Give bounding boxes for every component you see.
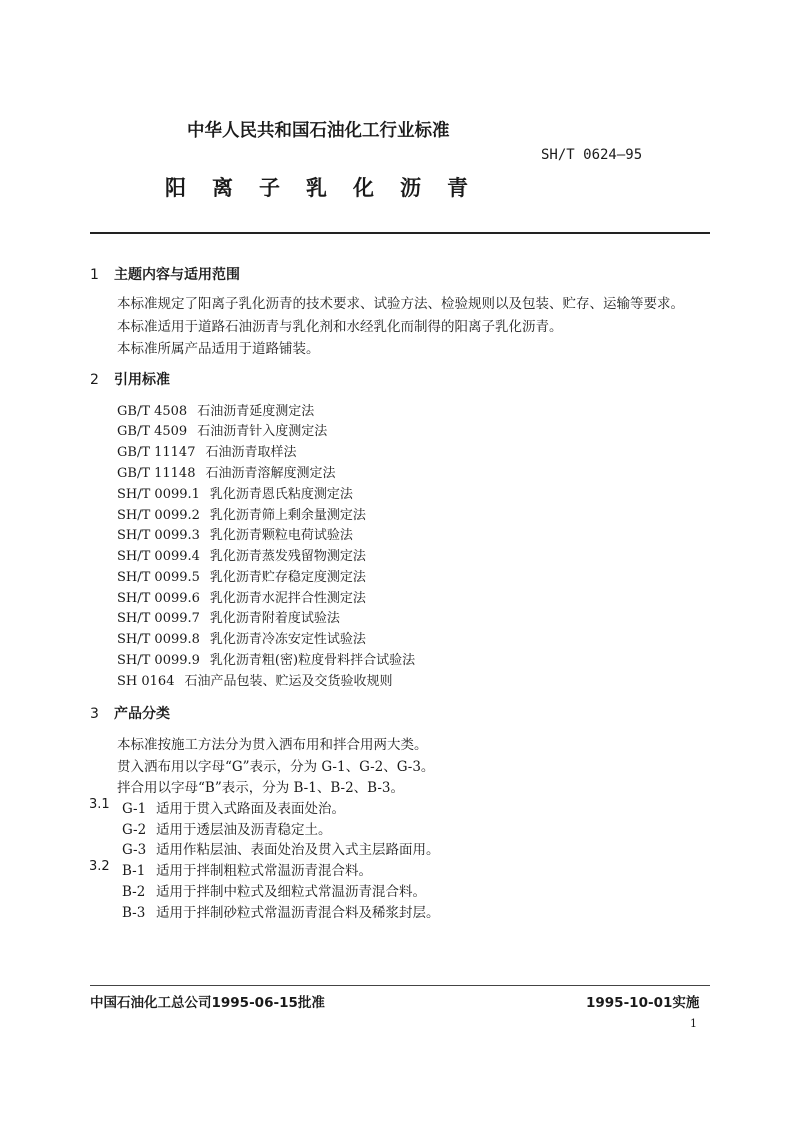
reference-name: 乳化沥青筛上剩余量测定法 <box>209 508 366 523</box>
section-2-heading <box>90 369 170 389</box>
paragraph: 本标准所属产品适用于道路铺装。 <box>117 341 320 357</box>
paragraph: 贯入洒布用以字母“G”表示，分为 G-1、G-2、G-3。 <box>117 759 435 775</box>
grade-description: 适用作粘层油、表面处治及贯入式主层路面用。 <box>156 842 440 858</box>
paragraph: 本标准规定了阳离子乳化沥青的技术要求、试验方法、检验规则以及包装、贮存、运输等要求。 <box>117 296 684 312</box>
section-title: 产品分类 <box>114 706 170 722</box>
reference-code: GB/T 11147 <box>117 445 196 460</box>
grade-code: B-1 <box>122 863 146 879</box>
reference-item <box>117 524 353 543</box>
grade-code: B-3 <box>122 905 146 921</box>
classification-item <box>122 818 332 838</box>
section-1-heading <box>90 264 240 284</box>
reference-code: SH/T 0099.6 <box>117 591 200 606</box>
reference-name: 石油沥青取样法 <box>205 445 297 460</box>
subclause-3-2-number: 3.2 <box>89 859 110 874</box>
reference-name: 石油沥青延度测定法 <box>197 404 315 419</box>
reference-item <box>117 441 297 460</box>
reference-code: SH/T 0099.8 <box>117 632 200 647</box>
grade-description: 适用于透层油及沥青稳定土。 <box>156 822 332 838</box>
grade-description: 适用于贯入式路面及表面处治。 <box>156 801 345 817</box>
reference-name: 乳化沥青恩氏粘度测定法 <box>209 487 353 502</box>
reference-name: 乳化沥青贮存稳定度测定法 <box>209 570 366 585</box>
reference-code: SH/T 0099.7 <box>117 611 200 626</box>
reference-name: 乳化沥青粗(密)粒度骨料拌合试验法 <box>209 653 416 668</box>
footer-divider <box>90 985 710 986</box>
reference-item <box>117 400 314 419</box>
page-number: 1 <box>690 1017 697 1030</box>
reference-name: 石油沥青溶解度测定法 <box>205 466 336 481</box>
reference-item <box>117 670 392 689</box>
subclause-3-1-number: 3.1 <box>89 797 110 812</box>
paragraph: 本标准按施工方法分为贯入洒布用和拌合用两大类。 <box>117 737 428 753</box>
reference-code: GB/T 4509 <box>117 424 188 439</box>
reference-code: SH 0164 <box>117 674 175 689</box>
reference-code: SH/T 0099.4 <box>117 549 200 564</box>
classification-item <box>122 880 426 900</box>
reference-item <box>117 504 366 523</box>
implementation-date: 1995-10-01实施 <box>586 995 700 1011</box>
reference-item <box>117 587 366 606</box>
reference-name: 乳化沥青冷冻安定性试验法 <box>209 632 366 647</box>
classification-item <box>122 901 440 921</box>
section-number: 3 <box>90 706 99 722</box>
reference-name: 乳化沥青附着度试验法 <box>209 611 340 626</box>
reference-item <box>117 462 336 481</box>
reference-item <box>117 483 353 502</box>
reference-item <box>117 420 327 439</box>
reference-item <box>117 628 366 647</box>
reference-code: SH/T 0099.3 <box>117 528 200 543</box>
grade-description: 适用于拌制中粒式及细粒式常温沥青混合料。 <box>156 884 426 900</box>
reference-item <box>117 607 340 626</box>
header-divider <box>90 232 710 234</box>
classification-item <box>122 797 345 817</box>
standard-code: SH/T 0624—95 <box>541 147 643 163</box>
grade-description: 适用于拌制砂粒式常温沥青混合料及稀浆封层。 <box>156 905 440 921</box>
reference-item <box>117 545 366 564</box>
reference-name: 石油产品包装、贮运及交货验收规则 <box>184 674 393 689</box>
grade-code: G-2 <box>122 822 147 838</box>
section-3-heading <box>90 703 170 723</box>
reference-name: 乳化沥青颗粒电荷试验法 <box>209 528 353 543</box>
classification-item <box>122 838 440 858</box>
reference-code: SH/T 0099.2 <box>117 508 200 523</box>
section-number: 2 <box>90 372 99 388</box>
reference-name: 乳化沥青水泥拌合性测定法 <box>209 591 366 606</box>
reference-code: SH/T 0099.9 <box>117 653 200 668</box>
document-title: 阳离子乳化沥青 <box>165 176 494 200</box>
section-title: 主题内容与适用范围 <box>114 267 240 283</box>
reference-name: 乳化沥青蒸发残留物测定法 <box>209 549 366 564</box>
reference-code: SH/T 0099.1 <box>117 487 200 502</box>
reference-name: 石油沥青针入度测定法 <box>197 424 328 439</box>
reference-code: GB/T 4508 <box>117 404 188 419</box>
paragraph: 拌合用以字母“B”表示，分为 B-1、B-2、B-3。 <box>117 780 404 796</box>
reference-item <box>117 566 366 585</box>
section-title: 引用标准 <box>114 372 170 388</box>
reference-code: SH/T 0099.5 <box>117 570 200 585</box>
reference-code: GB/T 11148 <box>117 466 196 481</box>
grade-code: G-3 <box>122 842 147 858</box>
grade-description: 适用于拌制粗粒式常温沥青混合料。 <box>156 863 372 879</box>
approval-line: 中国石油化工总公司1995-06-15批准 <box>90 995 325 1011</box>
section-number: 1 <box>90 267 99 283</box>
issuing-body-heading: 中华人民共和国石油化工行业标准 <box>187 121 450 141</box>
classification-item <box>122 859 372 879</box>
reference-item <box>117 649 415 668</box>
paragraph: 本标准适用于道路石油沥青与乳化剂和水经乳化而制得的阳离子乳化沥青。 <box>117 319 563 335</box>
grade-code: G-1 <box>122 801 147 817</box>
grade-code: B-2 <box>122 884 146 900</box>
